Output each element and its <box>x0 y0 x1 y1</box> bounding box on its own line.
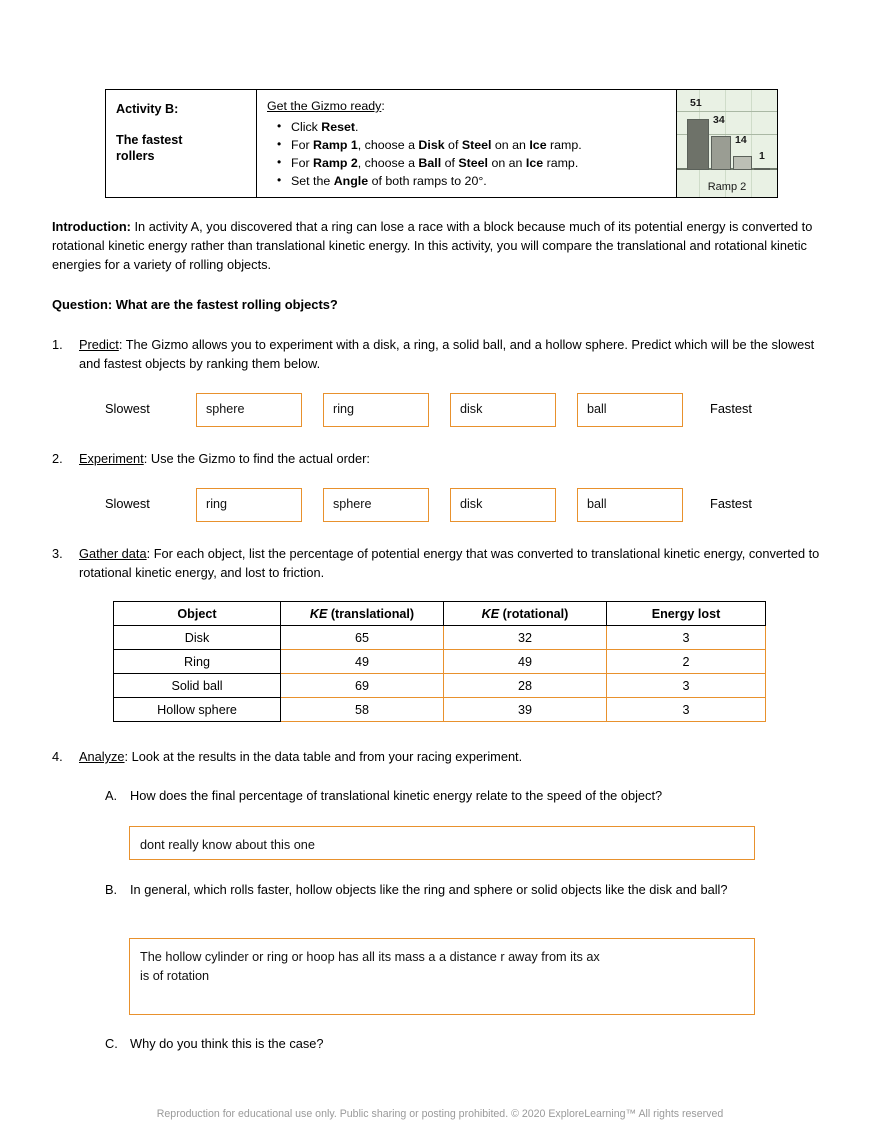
step-bold-1: Reset <box>321 119 356 134</box>
cell-object: Ring <box>114 650 281 674</box>
introduction-paragraph <box>52 218 834 274</box>
sub-question-text: In general, which rolls faster, hollow objects like the ring and sphere or solid objects like the disk and ball? <box>130 882 728 897</box>
introduction-text: In activity A, you discovered that a ring can lose a race with a block because much of its potential energy is converted to rotational kinetic energy rather than translational kinetic energy. In this activity, you will compare the translational and rotational kinetic energies for a variety of rolling objects. <box>52 219 813 272</box>
column-header-object: Object <box>114 602 281 626</box>
step-bold-1: Angle <box>333 174 369 189</box>
chart-bar-2 <box>711 136 731 170</box>
experiment-rank-input-2[interactable]: sphere <box>323 488 429 522</box>
step-bold-2: Disk <box>418 137 445 152</box>
column-header-ke-rotational <box>444 602 607 626</box>
experiment-rank-input-3[interactable]: disk <box>450 488 556 522</box>
cell-ke-rotational[interactable]: 28 <box>444 674 607 698</box>
sub-question-letter: B. <box>105 882 118 897</box>
step-post: ramp. <box>543 155 579 170</box>
table-body <box>114 626 766 722</box>
step-bold-4: Ice <box>525 155 544 170</box>
predict-rank-input-4[interactable]: ball <box>577 393 683 427</box>
item-number: 1. <box>52 337 63 352</box>
ke-rest: (translational) <box>327 606 415 621</box>
step-pre: Set the <box>291 174 334 189</box>
cell-ke-translational[interactable]: 49 <box>281 650 444 674</box>
question-heading: Question: What are the fastest rolling objects? <box>52 297 338 312</box>
page-footer: Reproduction for educational use only. Public sharing or posting prohibited. © 2020 ExploreLearning™ All rights reserved <box>156 1108 724 1120</box>
ke-italic: KE <box>309 606 328 621</box>
ke-rest: (rotational) <box>499 606 569 621</box>
introduction-label: Introduction: <box>52 219 131 234</box>
slowest-label: Slowest <box>105 496 150 511</box>
get-gizmo-ready-heading <box>267 98 668 115</box>
table-row <box>114 674 766 698</box>
ke-italic: KE <box>481 606 500 621</box>
item-number: 3. <box>52 546 63 561</box>
experiment-rank-input-1[interactable]: ring <box>196 488 302 522</box>
gizmo-steps-list <box>267 119 668 190</box>
step-mid-3: on an <box>491 137 530 152</box>
cell-ke-translational[interactable]: 65 <box>281 626 444 650</box>
item-number: 4. <box>52 749 63 764</box>
list-item-analyze <box>52 748 830 767</box>
activity-name-line1: The fastest <box>116 133 183 148</box>
cell-ke-rotational[interactable]: 32 <box>444 626 607 650</box>
item-number: 2. <box>52 451 63 466</box>
gizmo-thumbnail-cell <box>677 90 778 198</box>
chart-axis-caption: Ramp 2 <box>707 181 747 194</box>
activity-header-table <box>105 89 778 198</box>
step-post: ramp. <box>546 137 582 152</box>
energy-data-table <box>113 601 766 722</box>
activity-label: Activity B: <box>116 102 179 116</box>
predict-rank-input-2[interactable]: ring <box>323 393 429 427</box>
cell-ke-translational[interactable]: 69 <box>281 674 444 698</box>
cell-ke-translational[interactable]: 58 <box>281 698 444 722</box>
gizmo-step <box>291 119 668 136</box>
ready-title-text: Get the Gizmo ready <box>267 99 382 113</box>
step-bold-1: Ramp 2 <box>313 155 358 170</box>
table-row <box>114 650 766 674</box>
predict-ranking-row <box>105 393 825 427</box>
chart-value-label-2: 34 <box>713 114 725 126</box>
item-keyword: Analyze <box>79 749 125 764</box>
chart-value-label-3: 14 <box>735 134 747 146</box>
cell-energy-lost[interactable]: 2 <box>607 650 766 674</box>
cell-ke-rotational[interactable]: 39 <box>444 698 607 722</box>
step-bold-3: Steel <box>461 137 492 152</box>
energy-bar-chart-thumbnail <box>677 90 777 197</box>
step-pre: For <box>291 137 314 152</box>
chart-bar-4 <box>754 168 770 170</box>
answer-input-b[interactable] <box>129 938 755 1015</box>
fastest-label: Fastest <box>710 496 752 511</box>
chart-value-label-4: 1 <box>759 150 765 162</box>
cell-ke-rotational[interactable]: 49 <box>444 650 607 674</box>
step-mid-1: , choose a <box>357 137 419 152</box>
sub-question-a <box>105 787 825 806</box>
item-text: : The Gizmo allows you to experiment with a disk, a ring, a solid ball, and a hollow sphere. Predict which will be the slowest and fastest objects by ranking them below. <box>79 337 815 371</box>
activity-name-line2: rollers <box>116 148 155 163</box>
step-pre: For <box>291 155 314 170</box>
step-mid-1: , choose a <box>357 155 419 170</box>
column-header-energy-lost: Energy lost <box>607 602 766 626</box>
answer-input-a[interactable]: dont really know about this one <box>129 826 755 860</box>
item-keyword: Experiment <box>79 451 144 466</box>
answer-b-line2: is of rotation <box>140 969 210 984</box>
cell-energy-lost[interactable]: 3 <box>607 674 766 698</box>
spacer <box>116 117 246 133</box>
step-pre: Click <box>291 119 322 134</box>
sub-question-b <box>105 881 825 900</box>
list-item-predict <box>52 336 830 374</box>
step-bold-2: Ball <box>418 155 442 170</box>
item-body <box>79 748 830 767</box>
activity-title-cell <box>106 90 257 198</box>
chart-bar-1 <box>687 119 709 170</box>
cell-energy-lost[interactable]: 3 <box>607 698 766 722</box>
instructions-cell <box>257 90 677 198</box>
item-text: : For each object, list the percentage of potential energy that was converted to translational kinetic energy, converted to rotational kinetic energy, and lost to friction. <box>79 546 820 580</box>
step-mid-2: of <box>441 155 459 170</box>
table-row <box>114 698 766 722</box>
sub-question-text: Why do you think this is the case? <box>130 1036 324 1051</box>
fastest-label: Fastest <box>710 401 752 416</box>
gizmo-step <box>291 155 668 172</box>
sub-question-letter: C. <box>105 1036 118 1051</box>
list-item-experiment <box>52 450 830 469</box>
item-body <box>79 545 830 583</box>
step-mid-3: on an <box>488 155 526 170</box>
table-header <box>114 602 766 626</box>
sub-question-text: How does the final percentage of translational kinetic energy relate to the speed of the object? <box>130 788 663 803</box>
table-header-row <box>114 602 766 626</box>
item-keyword: Predict <box>79 337 119 352</box>
step-mid-2: of <box>444 137 462 152</box>
table-row <box>114 626 766 650</box>
item-keyword: Gather data <box>79 546 147 561</box>
answer-b-line1: The hollow cylinder or ring or hoop has all its mass a a distance r away from its ax <box>140 950 600 964</box>
item-body <box>79 336 830 374</box>
ready-colon: : <box>381 99 385 113</box>
predict-rank-input-3[interactable]: disk <box>450 393 556 427</box>
chart-value-label-1: 51 <box>690 97 702 109</box>
gizmo-step <box>291 137 668 154</box>
chart-bar-3 <box>733 156 752 170</box>
item-text: : Look at the results in the data table and from your racing experiment. <box>124 749 523 764</box>
step-bold-4: Ice <box>529 137 547 152</box>
slowest-label: Slowest <box>105 401 150 416</box>
chart-gridline-h <box>677 111 777 112</box>
cell-energy-lost[interactable]: 3 <box>607 626 766 650</box>
step-bold-1: Ramp 1 <box>313 137 358 152</box>
item-text: : Use the Gizmo to find the actual order: <box>143 451 370 466</box>
step-bold-3: Steel <box>458 155 488 170</box>
sub-question-letter: A. <box>105 788 118 803</box>
predict-rank-input-1[interactable]: sphere <box>196 393 302 427</box>
item-body <box>79 450 830 469</box>
step-post: . <box>355 119 359 134</box>
cell-object: Hollow sphere <box>114 698 281 722</box>
cell-object: Disk <box>114 626 281 650</box>
list-item-gather-data <box>52 545 830 583</box>
experiment-ranking-row <box>105 488 825 522</box>
step-post: of both ramps to 20°. <box>368 174 487 189</box>
column-header-ke-translational <box>281 602 444 626</box>
cell-object: Solid ball <box>114 674 281 698</box>
experiment-rank-input-4[interactable]: ball <box>577 488 683 522</box>
sub-question-c <box>105 1035 825 1054</box>
gizmo-step <box>291 173 668 190</box>
activity-header-row <box>106 90 778 198</box>
